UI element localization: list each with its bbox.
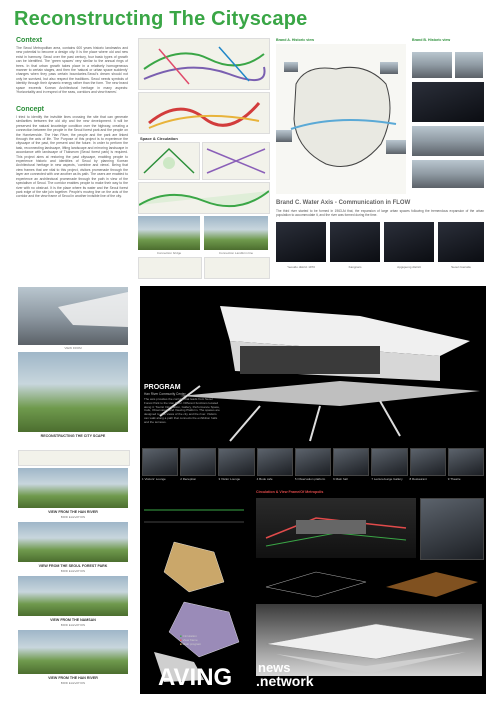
interior-thumb-1 bbox=[142, 448, 178, 476]
brand-a-title: Brand A. Historic view bbox=[276, 38, 315, 42]
brand-b-photo-4 bbox=[412, 160, 484, 188]
interior-label-7: 7 Lecture/Large Gallery bbox=[371, 477, 403, 481]
brand-b-title: Brand B. Historic view bbox=[412, 38, 451, 42]
interior-thumb-9 bbox=[448, 448, 484, 476]
connection-diagram bbox=[138, 92, 270, 134]
view-han-river-2-photo bbox=[18, 630, 128, 674]
section-diagram bbox=[138, 182, 270, 214]
connection-bridge-label: Connection bridge bbox=[156, 251, 182, 255]
interior-label-2: 2 Reception bbox=[180, 477, 197, 481]
legend-label-1: Circulation bbox=[182, 634, 197, 638]
circ-a-svg bbox=[139, 143, 199, 179]
page-title: Reconstructing The Cityscape bbox=[14, 8, 308, 30]
legend-item-1: ■ Circulation bbox=[180, 634, 197, 638]
axis-diagram-svg bbox=[139, 39, 269, 89]
view-namsan-caption: VIEW FROM THE NAMSAN bbox=[50, 618, 96, 622]
landform-axis-diagram bbox=[138, 257, 202, 279]
view-han-river-2-caption: VIEW FROM THE HAN RIVER bbox=[48, 676, 98, 680]
aving-logo bbox=[158, 664, 232, 692]
place-label-3: Apgujeong district bbox=[397, 265, 421, 269]
interior-label-5: 5 Observation platform bbox=[294, 477, 326, 481]
landform-photo bbox=[204, 216, 268, 250]
legend-item-3: ■ Main program bbox=[180, 642, 202, 646]
historic-photo-2 bbox=[380, 62, 398, 74]
riverside-photo bbox=[438, 222, 484, 262]
bridge-photo bbox=[138, 216, 200, 250]
interior-thumb-2 bbox=[180, 448, 216, 476]
view-han-river-photo bbox=[18, 468, 128, 508]
interior-labels bbox=[142, 477, 484, 481]
top-render bbox=[18, 287, 128, 345]
concept-text: I tried to identify the invisible lines crossing the site that can generate similarities between the old city and the new development. It will be preserved the natural knowledge condition over the highway, creating a connection between the people in the Seoul forest park and the people on the Hanriverside. The Han River, the people and the park are linked through the axis of life. The Purpose of this project is to experience the cityscape of the past, the present and the future. In order to perform the task, reconnecting landscape, lifting landscape and mirroring landscape in accordance with landscape of Ttukseom (Seoul forest park) is required. This project aims at restoring the past cityscape, enabling people to experience historic and identities of Seoul by planning Korean Architectural heritage in new aspects, 'combine and views'. Being that view frames that are vital to this project, visitors promenade through the layer are connected with one another as its path. The users are enabled to experience an architectural promenade through the path in view of the specialism of Seoul. The corridor enables people to make their way to the river with no obstruct. It is the place where its water and the Seoul forest park edge of the site join together. People's moving line on the axis of the corridor and the view frame of Seoul in another invisible line of the city. bbox=[16, 115, 128, 199]
place-label-1: Yeouido district 1970 bbox=[287, 265, 315, 269]
section-strip bbox=[18, 450, 130, 466]
yeouido-photo bbox=[276, 222, 326, 262]
concept-heading: Concept bbox=[16, 106, 44, 113]
view-namsan-sub: BIRD ELEVATION bbox=[60, 623, 86, 627]
brand-c-panel bbox=[276, 200, 486, 280]
interior-label-4: 4 Book cafe bbox=[256, 477, 273, 481]
view-forest-park-sub: BIRD ELEVATION bbox=[60, 569, 86, 573]
apgujeong-photo bbox=[384, 222, 434, 262]
place-label-4: Seoul riverside bbox=[451, 265, 471, 269]
site-diagram bbox=[138, 38, 270, 90]
interior-thumb-8 bbox=[410, 448, 446, 476]
top-render-svg bbox=[18, 287, 128, 345]
reconstruct-caption: RECONSTRUCTING THE CITY SCAPE bbox=[40, 434, 106, 438]
circulation-render-svg bbox=[256, 498, 416, 558]
brand-b-photo-3 bbox=[412, 126, 484, 156]
circulation-render bbox=[256, 498, 416, 558]
logo-network: .network bbox=[256, 673, 314, 689]
interior-label-3: 3 Visitor Lounge bbox=[218, 477, 241, 481]
interior-thumb-5 bbox=[295, 448, 331, 476]
context-text: The Seoul Metropolitan area, contains 600 years historic landmarks and new potential to become a design city. It is the place where old and new exist in harmony. Seoul over the past century, four basic types of growth can be identified. The 'green spaces' very similar to the annual rings of trees. In that urban growth takes place in a relatively homogeneous manner to certain stages, and then the 'natural or urban space suddenly' changes when they pass certain boundaries.Seoul's dream should not only be survived, but also respect the traditions. Seoul needs symbols of identity through their dynamic energy rather than the form. The new brand space exceeds Korean Architectural heritage in many aspects: 'Horizontality and in respect of the seas, corridors and view frames'. bbox=[16, 46, 128, 95]
brand-b-photo-2 bbox=[455, 52, 483, 78]
circulation-diagram-a bbox=[138, 142, 200, 180]
plans-svg bbox=[144, 492, 254, 682]
legend-item-2: ■ View frame bbox=[180, 638, 198, 642]
view-top-caption: VIEW FROM bbox=[64, 346, 82, 350]
historic-photo-3 bbox=[276, 130, 292, 142]
view-forest-park-caption: VIEW FROM THE SEOUL FOREST PARK bbox=[38, 564, 108, 568]
program-panel bbox=[140, 286, 486, 694]
kangnam-photo bbox=[330, 222, 380, 262]
connection-landform-label: Connection Landform line bbox=[218, 251, 254, 255]
circulation-title: Circulation & View Frame/Of Metropolis bbox=[256, 490, 324, 494]
interior-label-8: 8 Restaurant bbox=[409, 477, 427, 481]
brand-c-title: Brand C. Water Axis - Communication in FLOW bbox=[276, 200, 411, 206]
interior-label-1: 1 Visitors' Lounge bbox=[142, 477, 166, 481]
brand-c-text: The third river started to be formed in 1963.At that, the expansion of large urban spaces following the tremendous expansion of the urban population to accommodate it, and the river was formed during the time. bbox=[276, 209, 484, 217]
logo-news: news bbox=[258, 660, 291, 675]
view-han-river-caption: VIEW FROM THE HAN RIVER bbox=[48, 510, 98, 514]
interior-corridor-photo bbox=[420, 498, 484, 560]
place-label-2: Kangnam bbox=[348, 265, 362, 269]
interior-thumb-7 bbox=[371, 448, 407, 476]
visual-connection-diagram bbox=[204, 257, 270, 279]
circulation-diagram-b bbox=[202, 142, 270, 180]
circ-b-svg bbox=[203, 143, 269, 179]
section-svg bbox=[139, 183, 269, 213]
view-namsan-photo bbox=[18, 576, 128, 616]
legend bbox=[180, 634, 201, 646]
historic-photo-4 bbox=[386, 140, 406, 154]
view-han-river-2-sub: BIRD ELEVATION bbox=[60, 681, 86, 685]
interior-thumb-6 bbox=[333, 448, 369, 476]
interior-label-6: 6 Main hall bbox=[333, 477, 348, 481]
legend-label-3: Main program bbox=[182, 642, 202, 646]
interior-thumb-4 bbox=[257, 448, 293, 476]
wireframe-diagrams bbox=[256, 562, 482, 602]
program-sub: Han River Community Center bbox=[144, 392, 186, 396]
wireframe-svg bbox=[256, 562, 482, 602]
connection-svg bbox=[139, 93, 269, 133]
context-heading: Context bbox=[16, 37, 43, 44]
reconstruct-render bbox=[18, 352, 128, 432]
legend-label-2: View frame bbox=[182, 638, 198, 642]
space-circulation-label: Space & Circulation bbox=[140, 136, 178, 141]
historic-photo-1 bbox=[284, 62, 298, 72]
night-river-photo bbox=[412, 82, 484, 122]
program-heading: PROGRAM bbox=[144, 384, 181, 391]
logo-big: AVING bbox=[158, 664, 233, 691]
view-han-river-sub: BIRD ELEVATION bbox=[60, 515, 86, 519]
interior-label-9: 9 Theatre bbox=[447, 477, 461, 481]
interior-thumb-3 bbox=[218, 448, 254, 476]
view-forest-park-photo bbox=[18, 522, 128, 562]
brand-b-photo-1 bbox=[412, 52, 452, 78]
program-text: The axis provides the corridor that leads from Seoul Forest Park to the Han River. Different functions located along it: Tourist Information, Gallery, Performance Space, Cafe, Observatory and Viewing Platform. The spaces are designed to give views of the city and the river. Visitors can walk along a path that connects the exhibition halls and the terraces. bbox=[144, 397, 220, 424]
interior-strip bbox=[142, 448, 484, 476]
